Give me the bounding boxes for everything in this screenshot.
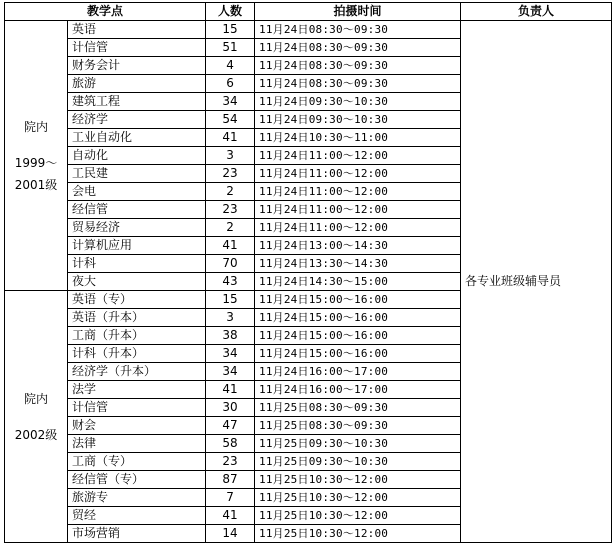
count-cell: 2: [206, 219, 255, 237]
campus-group-cell: [5, 21, 68, 291]
campus-label: 院内: [23, 391, 48, 406]
teaching-point-cell: 计科: [68, 255, 206, 273]
count-cell: 14: [206, 525, 255, 543]
grade-label: 1999～: [14, 155, 58, 170]
count-cell: 38: [206, 327, 255, 345]
count-cell: 3: [206, 309, 255, 327]
schedule-body: [5, 21, 612, 543]
time-cell: 11月25日10:30～12:00: [255, 507, 461, 525]
teaching-point-cell: 经济学: [68, 111, 206, 129]
time-cell: 11月25日09:30～10:30: [255, 435, 461, 453]
count-cell: 47: [206, 417, 255, 435]
time-cell: 11月24日08:30～09:30: [255, 39, 461, 57]
teaching-point-cell: 工民建: [68, 165, 206, 183]
count-cell: 23: [206, 453, 255, 471]
teaching-point-cell: 英语: [68, 21, 206, 39]
teaching-point-cell: 财会: [68, 417, 206, 435]
teaching-point-cell: 法律: [68, 435, 206, 453]
time-cell: 11月24日11:00～12:00: [255, 147, 461, 165]
teaching-point-cell: 财务会计: [68, 57, 206, 75]
teaching-point-cell: 市场营销: [68, 525, 206, 543]
count-cell: 4: [206, 57, 255, 75]
header-row: [5, 3, 612, 21]
time-cell: 11月24日16:00～17:00: [255, 363, 461, 381]
grade-label-line2: 2001级: [14, 177, 58, 192]
count-cell: 2: [206, 183, 255, 201]
teaching-point-cell: 自动化: [68, 147, 206, 165]
time-cell: 11月24日13:30～14:30: [255, 255, 461, 273]
grade-label: 2002级: [14, 427, 58, 442]
time-cell: 11月25日08:30～09:30: [255, 399, 461, 417]
time-cell: 11月24日11:00～12:00: [255, 201, 461, 219]
time-cell: 11月24日14:30～15:00: [255, 273, 461, 291]
time-cell: 11月25日08:30～09:30: [255, 417, 461, 435]
time-cell: 11月24日16:00～17:00: [255, 381, 461, 399]
time-cell: 11月24日10:30～11:00: [255, 129, 461, 147]
time-cell: 11月25日10:30～12:00: [255, 471, 461, 489]
time-cell: 11月25日09:30～10:30: [255, 453, 461, 471]
time-cell: 11月24日09:30～10:30: [255, 93, 461, 111]
teaching-point-cell: 法学: [68, 381, 206, 399]
count-cell: 41: [206, 237, 255, 255]
teaching-point-cell: 经济学（升本）: [68, 363, 206, 381]
teaching-point-cell: 贸易经济: [68, 219, 206, 237]
count-cell: 41: [206, 129, 255, 147]
time-cell: 11月24日09:30～10:30: [255, 111, 461, 129]
teaching-point-cell: 工业自动化: [68, 129, 206, 147]
count-cell: 34: [206, 93, 255, 111]
teaching-point-cell: 工商（升本）: [68, 327, 206, 345]
count-cell: 87: [206, 471, 255, 489]
time-cell: 11月24日11:00～12:00: [255, 165, 461, 183]
header-count: 人数: [206, 3, 255, 21]
count-cell: 15: [206, 291, 255, 309]
time-cell: 11月25日10:30～12:00: [255, 489, 461, 507]
header-time: 拍摄时间: [255, 3, 461, 21]
count-cell: 34: [206, 363, 255, 381]
count-cell: 23: [206, 201, 255, 219]
count-cell: 70: [206, 255, 255, 273]
count-cell: 7: [206, 489, 255, 507]
time-cell: 11月24日15:00～16:00: [255, 309, 461, 327]
teaching-point-cell: 旅游: [68, 75, 206, 93]
count-cell: 34: [206, 345, 255, 363]
teaching-point-cell: 经信管: [68, 201, 206, 219]
teaching-point-cell: 会电: [68, 183, 206, 201]
table-row: [5, 21, 612, 39]
time-cell: 11月24日08:30～09:30: [255, 75, 461, 93]
count-cell: 30: [206, 399, 255, 417]
teaching-point-cell: 经信管（专）: [68, 471, 206, 489]
time-cell: 11月25日10:30～12:00: [255, 525, 461, 543]
time-cell: 11月24日15:00～16:00: [255, 291, 461, 309]
count-cell: 41: [206, 507, 255, 525]
time-cell: 11月24日11:00～12:00: [255, 219, 461, 237]
teaching-point-cell: 英语（升本）: [68, 309, 206, 327]
time-cell: 11月24日13:00～14:30: [255, 237, 461, 255]
teaching-point-cell: 计信管: [68, 39, 206, 57]
time-cell: 11月24日15:00～16:00: [255, 345, 461, 363]
teaching-point-cell: 工商（专）: [68, 453, 206, 471]
time-cell: 11月24日11:00～12:00: [255, 183, 461, 201]
count-cell: 54: [206, 111, 255, 129]
campus-group-cell: [5, 291, 68, 543]
header-teaching-point: 教学点: [5, 3, 206, 21]
photo-schedule-table: [4, 2, 612, 543]
time-cell: 11月24日08:30～09:30: [255, 21, 461, 39]
count-cell: 43: [206, 273, 255, 291]
teaching-point-cell: 旅游专: [68, 489, 206, 507]
count-cell: 3: [206, 147, 255, 165]
teaching-point-cell: 计算机应用: [68, 237, 206, 255]
campus-label: 院内: [23, 119, 48, 134]
time-cell: 11月24日15:00～16:00: [255, 327, 461, 345]
count-cell: 41: [206, 381, 255, 399]
teaching-point-cell: 计信管: [68, 399, 206, 417]
teaching-point-cell: 计科（升本）: [68, 345, 206, 363]
teaching-point-cell: 贸经: [68, 507, 206, 525]
responsible-cell: 各专业班级辅导员: [461, 21, 612, 543]
count-cell: 6: [206, 75, 255, 93]
count-cell: 23: [206, 165, 255, 183]
count-cell: 58: [206, 435, 255, 453]
teaching-point-cell: 夜大: [68, 273, 206, 291]
header-responsible: 负责人: [461, 3, 612, 21]
count-cell: 51: [206, 39, 255, 57]
time-cell: 11月24日08:30～09:30: [255, 57, 461, 75]
teaching-point-cell: 英语（专）: [68, 291, 206, 309]
count-cell: 15: [206, 21, 255, 39]
teaching-point-cell: 建筑工程: [68, 93, 206, 111]
